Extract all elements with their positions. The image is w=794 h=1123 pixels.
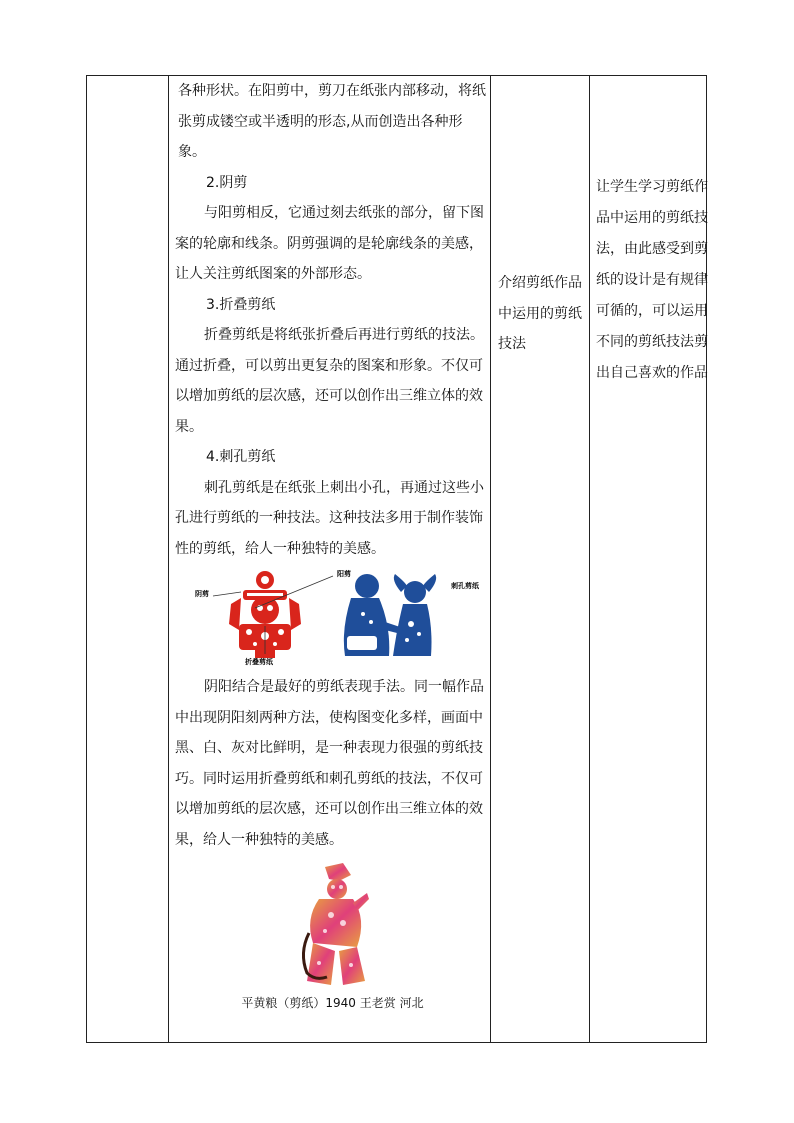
pinghuangliang-image xyxy=(295,863,371,989)
section-body-fold: 折叠剪纸是将纸张折叠后再进行剪纸的技法。通过折叠，可以剪出更复杂的图案和形象。不仅可以增加剪纸的层次感，还可以创作出三维立体的效果。 xyxy=(175,327,484,435)
label-fold: 折叠剪纸 xyxy=(245,658,273,666)
section-body-pierce: 刺孔剪纸是在纸张上刺出小孔，再通过这些小孔进行剪纸的一种技法。这种技法多用于制作装饰性的剪纸，给人一种独特的美感。 xyxy=(175,479,484,557)
column-divider-2 xyxy=(490,76,491,1042)
design-intent-cell: 让学生学习剪纸作品中运用的剪纸技法，由此感受到剪纸的设计是有规律可循的，可以运用不同的剪纸技法剪出自己喜欢的作品 xyxy=(596,179,708,381)
section-heading-pierce: 4.刺孔剪纸 xyxy=(206,449,276,465)
intro-continuation: 各种形状。在阳剪中，剪刀在纸张内部移动，将纸张剪成镂空或半透明的形态,从而创造出各种形象。 xyxy=(178,83,486,160)
column-divider-1 xyxy=(168,76,169,1042)
pinghuangliang-papercut-figure xyxy=(175,863,490,993)
label-pierce: 刺孔剪纸 xyxy=(451,582,479,590)
label-yang: 阳剪 xyxy=(337,570,351,578)
blue-papercut-image xyxy=(331,570,449,662)
column-divider-3 xyxy=(589,76,590,1042)
section-body-yin: 与阳剪相反，它通过刻去纸张的部分，留下图案的轮廓和线条。阴剪强调的是轮廓线条的美感，让人关注剪纸图案的外部形态。 xyxy=(175,205,484,282)
lesson-table xyxy=(86,75,707,1043)
teacher-activity-cell: 介绍剪纸作品中运用的剪纸技法 xyxy=(498,275,582,352)
figure-caption: 平黄粮（剪纸）1940 王老赏 河北 xyxy=(241,996,424,1010)
summary-paragraph: 阴阳结合是最好的剪纸表现手法。同一幅作品中出现阴阳刻两种方法，使构图变化多样，画面中黑、白、灰对比鲜明，是一种表现力很强的剪纸技巧。同时运用折叠剪纸和刺孔剪纸的技法，不仅可以增加剪纸的层次感，还可以创作出三维立体的效果，给人一种独特的美感。 xyxy=(175,679,484,848)
label-yin: 阴剪 xyxy=(195,590,209,598)
section-heading-yin: 2.阴剪 xyxy=(206,174,248,191)
papercut-techniques-figure xyxy=(175,568,490,668)
section-heading-fold: 3.折叠剪纸 xyxy=(206,296,276,313)
content-column xyxy=(175,76,490,1042)
